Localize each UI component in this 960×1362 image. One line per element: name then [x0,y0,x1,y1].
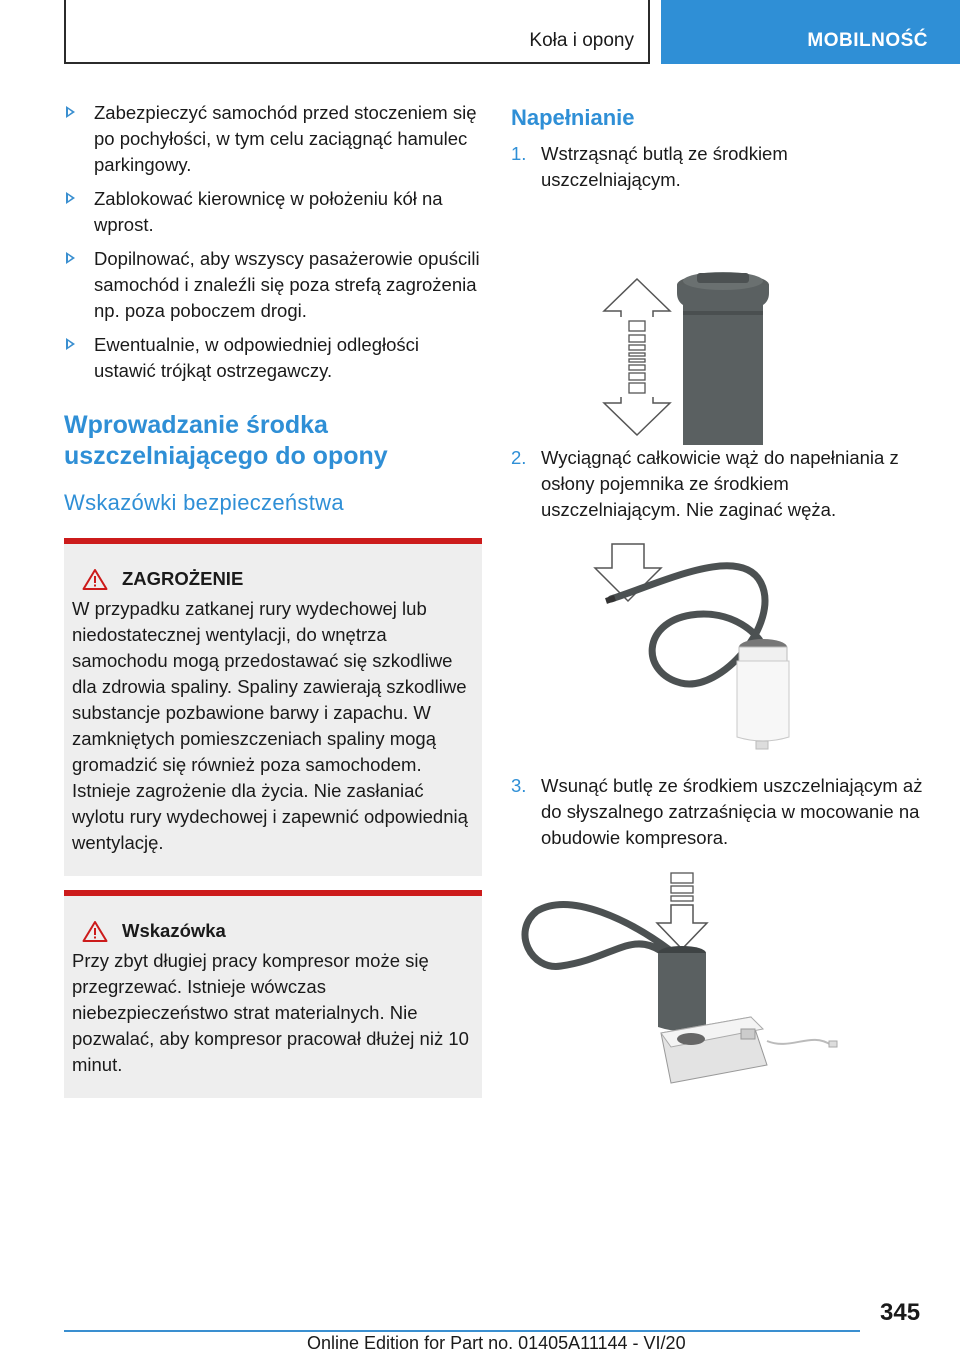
step-2 [511,445,931,523]
warning-triangle-icon [82,920,108,942]
warning-triangle-icon [82,568,108,590]
right-column [511,100,931,1091]
info-title: Wskazówka [122,920,226,941]
header-chapter-tab [661,0,960,64]
danger-title: ZAGROŻENIE [122,568,244,589]
list-item: Dopilnować, aby wszyscy pasażerowie opuścili samochód i znaleźli się poza strefą zagrożenia np. poza poboczem drogi. [64,246,482,324]
step-text: Wsunąć butlę ze środkiem uszczelniającym aż do słyszalnego zatrzaśnięcia w mocowanie na obudowie kompresora. [541,775,923,848]
header-chapter-label: MOBILNOŚĆ [807,30,928,51]
list-item: Zabezpieczyć samochód przed stoczeniem się po pochyłości, w tym celu zaciągnąć hamulec parkingowy. [64,100,482,178]
figure-pull-hose [511,523,931,773]
bullet-list [64,100,482,384]
page-number: 345 [880,1299,921,1326]
step-1 [511,141,931,193]
info-notice [64,890,482,1098]
figure-shake-bottle [511,193,931,445]
left-column [64,100,482,1098]
step-number: 3. [511,775,527,796]
filling-heading: Napełnianie [511,105,635,130]
list-item: Ewentualnie, w odpowiedniej odległości ustawić trójkąt ostrzegawczy. [64,332,482,384]
bullet-triangle-icon [66,106,75,118]
step-number: 1. [511,143,527,164]
section-title: Wprowadzanie środka uszczelniającego do opony [64,411,388,470]
header-section-title: Koła i opony [529,30,634,51]
step-text: Wstrząsnąć butlą ze środkiem uszczelniającym. [541,143,788,190]
bullet-triangle-icon [66,338,75,350]
subsection-title: Wskazówki bezpieczeństwa [64,490,344,515]
danger-notice [64,538,482,876]
info-text: Przy zbyt długiej pracy kompresor może się przegrzewać. Istnieje wówczas niebezpieczeństwo strat materialnych. Nie pozwalać, aby kompresor pracował dłużej niż 10 minut. [72,950,469,1075]
header-section-box [64,0,650,64]
step-3 [511,773,931,851]
bullet-triangle-icon [66,252,75,264]
danger-text: W przypadku zatkanej rury wydechowej lub niedostatecznej wentylacji, do wnętrza samochodu mogą przedostawać się szkodliwe dla zdrowia spaliny. Spaliny zawierają szkodliwe substancje pozbawione barwy i zapachu. W zamkniętych pomieszczeniach spaliny mogą gromadzić się również poza samochodem. Istnieje zagrożenie dla życia. Nie zasłaniać wylotu rury wydechowej i zapewnić odpowiednią wentylację. [72,598,468,853]
bullet-triangle-icon [66,192,75,204]
list-item: Zablokować kierownicę w położeniu kół na wprost. [64,186,482,238]
hose-illustration [511,523,931,773]
step-text: Wyciągnąć całkowicie wąż do napełniania z osłony pojemnika ze środkiem uszczelniającym. Nie zaginać węża. [541,447,899,520]
bottle-illustration [511,193,931,445]
step-number: 2. [511,447,527,468]
figure-insert-bottle [511,851,931,1091]
compressor-illustration [511,851,931,1091]
footer-divider [64,1330,860,1332]
footer-edition: Online Edition for Part no. 01405A11144 - VI/20 [307,1333,686,1353]
